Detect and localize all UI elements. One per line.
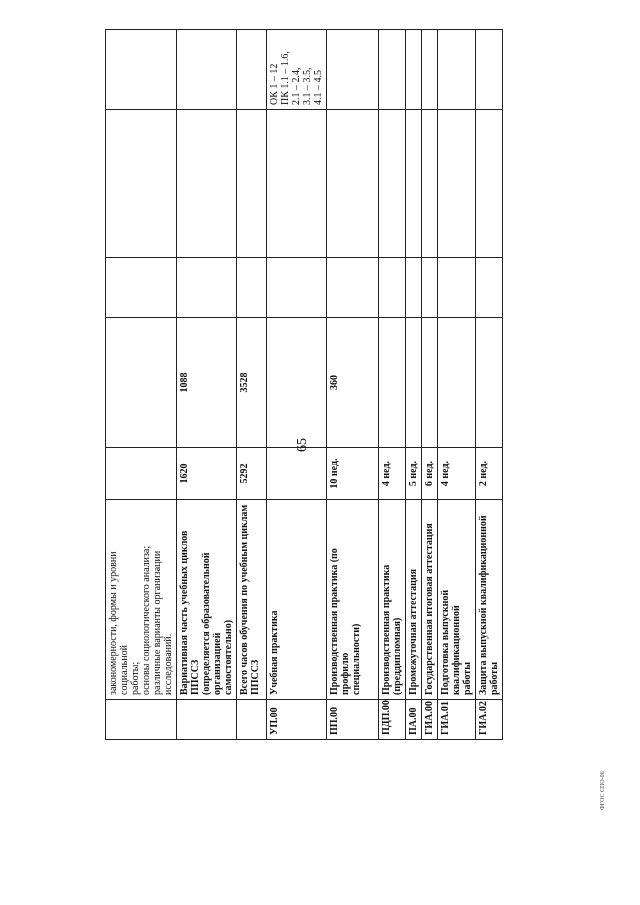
row-hours-obligatory: 360 [327,318,379,448]
row-competencies [438,30,476,110]
curriculum-table [105,29,503,740]
row-code [177,700,237,740]
row-name [267,500,327,700]
table-row [106,30,177,740]
row-empty-cell [106,258,177,318]
row-hours-max [267,448,327,500]
row-name-line: работы [462,661,473,695]
row-competencies [327,30,379,110]
row-hours-obligatory [422,318,438,448]
row-empty-cell [476,110,503,258]
row-empty-cell [379,110,406,258]
row-name [476,500,503,700]
row-name-line: Учебная практика [269,610,280,695]
row-competencies: ОК 1 – 12 ПК 1.1 – 1.6, 2.1 – 2.4, 3.1 – 3.5, 4.1 – 4.5 [267,30,327,110]
row-hours-max: 5292 [237,448,267,500]
row-name-line: работы; [130,661,141,695]
row-competencies [422,30,438,110]
row-name-line: Производственная практика (по профилю [329,548,351,695]
row-hours-obligatory [406,318,422,448]
row-hours-obligatory [476,318,503,448]
page-number: 65 [295,438,310,452]
row-code: ГИА.00 [422,700,438,740]
row-name [237,500,267,700]
row-empty-cell [379,258,406,318]
row-empty-cell [106,110,177,258]
row-code [106,700,177,740]
row-hours-max: 1620 [177,448,237,500]
row-competencies [476,30,503,110]
row-name [379,500,406,700]
row-competencies [106,30,177,110]
row-hours-max: 10 нед. [327,448,379,500]
row-name [327,500,379,700]
row-name [438,500,476,700]
row-hours-max [106,448,177,500]
table-row [237,30,267,740]
row-hours-max: 4 нед. [438,448,476,500]
table-row [422,30,438,740]
row-name-line: Промежуточная аттестация [408,568,419,695]
row-name-line: закономерности, формы и уровни социальной [108,551,130,695]
row-name-line: Государственная итоговая аттестация [424,523,435,695]
table-body [106,30,503,740]
row-empty-cell [406,258,422,318]
table-row [327,30,379,740]
row-name-line: самостоятельно) [223,619,234,695]
row-empty-cell [177,258,237,318]
row-empty-cell [267,258,327,318]
row-name-line: основы социологического анализа; [141,545,152,695]
row-empty-cell [177,110,237,258]
row-name-line: Подготовка выпускной квалификационной [440,589,462,695]
row-empty-cell [327,258,379,318]
row-hours-obligatory [379,318,406,448]
row-name-line: различные варианты организации исследований. [152,550,174,695]
row-code: ПДП.00 [379,700,406,740]
row-empty-cell [267,110,327,258]
row-empty-cell [327,110,379,258]
row-empty-cell [422,110,438,258]
row-name [106,500,177,700]
table-row [267,30,327,740]
row-name-line: специальности) [351,623,362,695]
row-code: ПП.00 [327,700,379,740]
table-row [406,30,422,740]
row-empty-cell [422,258,438,318]
row-hours-max: 4 нед. [379,448,406,500]
table-row [177,30,237,740]
row-competencies [406,30,422,110]
table-row [379,30,406,740]
row-hours-obligatory [438,318,476,448]
row-empty-cell [237,110,267,258]
row-competencies [237,30,267,110]
row-empty-cell [476,258,503,318]
table-row [476,30,503,740]
row-code: УП.00 [267,700,327,740]
row-code [237,700,267,740]
row-hours-obligatory [106,318,177,448]
row-empty-cell [406,110,422,258]
row-name-line: Производственная практика (преддипломная) [381,564,403,695]
row-name-line: (определяется образовательной организацией [201,552,223,695]
row-hours-max: 2 нед. [476,448,503,500]
row-name [406,500,422,700]
curriculum-table-rotated [105,30,500,740]
row-competencies [177,30,237,110]
row-empty-cell [438,110,476,258]
row-hours-max: 6 нед. [422,448,438,500]
row-name-line: Всего часов обучения по учебным циклам [239,504,250,695]
row-empty-cell [237,258,267,318]
table-row [438,30,476,740]
row-name-line: Защита выпускной квалификационной работы [478,515,500,695]
row-code: ПА.00 [406,700,422,740]
row-code: ГИА.02 [476,700,503,740]
row-hours-obligatory [267,318,327,448]
row-hours-obligatory: 3528 [237,318,267,448]
row-code: ГИА.01 [438,700,476,740]
row-name-line: Вариативная часть учебных циклов ППССЗ [179,530,201,695]
row-empty-cell [438,258,476,318]
row-name [422,500,438,700]
footer-code: ФГОС СПО-06 [600,771,606,810]
row-hours-max: 5 нед. [406,448,422,500]
row-name-line: ППССЗ [250,659,261,695]
row-competencies [379,30,406,110]
row-name [177,500,237,700]
row-hours-obligatory: 1088 [177,318,237,448]
